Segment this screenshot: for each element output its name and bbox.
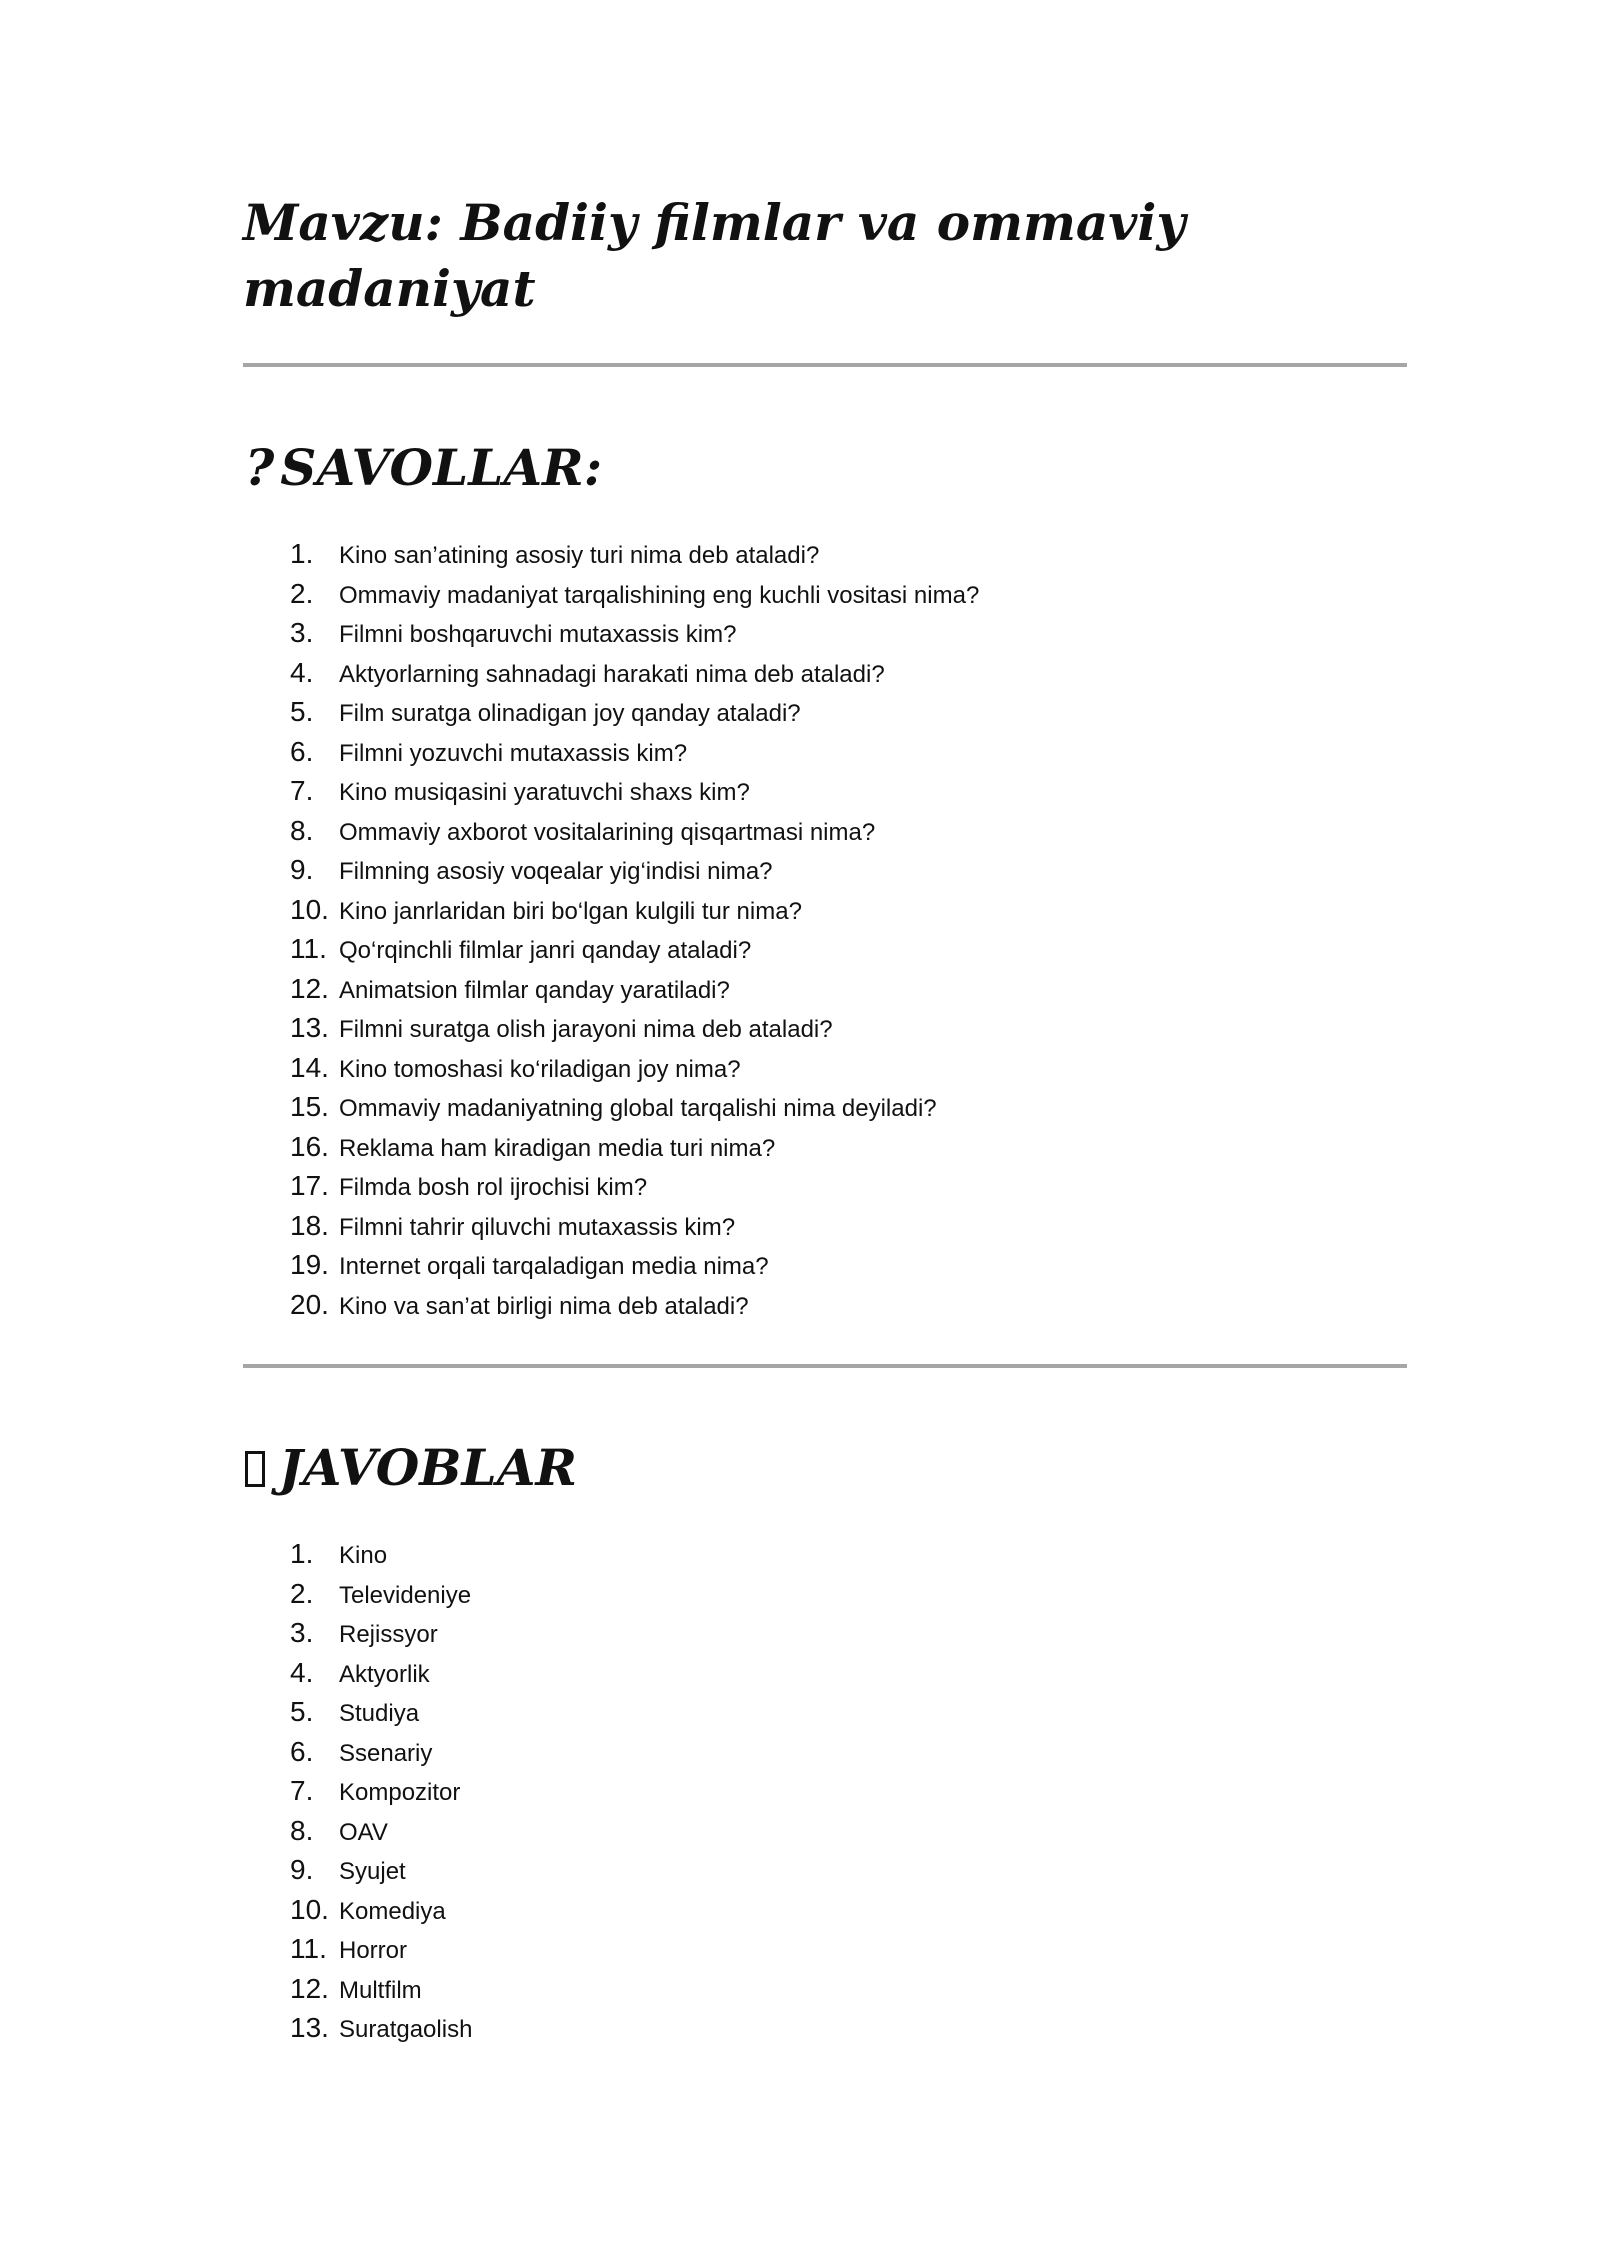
item-text: Animatsion filmlar qanday yaratiladi? bbox=[339, 976, 730, 1004]
item-number: 4. bbox=[290, 656, 314, 688]
item-text: Komediya bbox=[339, 1897, 446, 1925]
answers-list bbox=[290, 1538, 472, 2052]
item-text: Kino va san’at birligi nima deb ataladi? bbox=[339, 1292, 749, 1320]
document-title-line-2: madaniyat bbox=[243, 259, 536, 318]
answers-heading-label: JAVOBLAR bbox=[279, 1438, 578, 1497]
question-item bbox=[290, 696, 979, 736]
answer-item bbox=[290, 1854, 472, 1894]
question-item bbox=[290, 617, 979, 657]
item-text: Filmning asosiy voqealar yig‘indisi nima? bbox=[339, 858, 773, 885]
item-number: 7. bbox=[290, 1775, 314, 1806]
question-item bbox=[290, 578, 979, 618]
question-item bbox=[290, 973, 979, 1013]
questions-heading-label: SAVOLLAR: bbox=[280, 438, 603, 497]
answer-item bbox=[290, 1973, 472, 2013]
item-number: 16. bbox=[290, 1130, 329, 1162]
item-number: 6. bbox=[290, 735, 314, 767]
item-text: Ommaviy madaniyat tarqalishining eng kuchli vositasi nima? bbox=[339, 581, 980, 609]
item-number: 9. bbox=[290, 854, 314, 885]
item-text: Televideniye bbox=[339, 1581, 472, 1609]
item-text: Kino janrlaridan biri bo‘lgan kulgili tur nima? bbox=[339, 897, 802, 925]
item-text: OAV bbox=[339, 1818, 388, 1846]
item-number: 15. bbox=[290, 1091, 329, 1122]
question-item bbox=[290, 1012, 979, 1052]
item-number: 10. bbox=[290, 893, 329, 925]
item-number: 2. bbox=[290, 1577, 314, 1609]
question-item bbox=[290, 854, 979, 894]
item-text: Filmni boshqaruvchi mutaxassis kim? bbox=[339, 621, 737, 648]
item-text: Horror bbox=[339, 1937, 408, 1964]
item-number: 10. bbox=[290, 1893, 329, 1925]
item-number: 3. bbox=[290, 617, 314, 648]
item-text: Filmda bosh rol ijrochisi kim? bbox=[339, 1174, 648, 1201]
question-item bbox=[290, 775, 979, 815]
item-text: Filmni tahrir qiluvchi mutaxassis kim? bbox=[339, 1213, 736, 1241]
item-text: Filmni suratga olish jarayoni nima deb ataladi? bbox=[339, 1016, 833, 1043]
question-item bbox=[290, 736, 979, 776]
item-text: Kompozitor bbox=[339, 1779, 461, 1806]
answer-item bbox=[290, 1815, 472, 1855]
item-number: 1. bbox=[290, 1538, 314, 1569]
item-number: 14. bbox=[290, 1051, 329, 1083]
item-text: Internet orqali tarqaladigan media nima? bbox=[339, 1253, 769, 1280]
item-number: 19. bbox=[290, 1249, 329, 1280]
item-text: Multfilm bbox=[339, 1976, 422, 2004]
question-item bbox=[290, 1091, 979, 1131]
question-mark-icon: ? bbox=[245, 438, 275, 497]
item-number: 1. bbox=[290, 538, 314, 569]
questions-list bbox=[290, 538, 979, 1328]
item-number: 13. bbox=[290, 2012, 329, 2043]
question-item bbox=[290, 1052, 979, 1092]
item-text: Suratgaolish bbox=[339, 2016, 473, 2043]
item-number: 3. bbox=[290, 1617, 314, 1648]
answer-item bbox=[290, 1657, 472, 1697]
item-text: Syujet bbox=[339, 1858, 406, 1885]
answer-item bbox=[290, 1736, 472, 1776]
answer-item bbox=[290, 1933, 472, 1973]
item-number: 5. bbox=[290, 696, 314, 727]
missing-glyph-box-icon bbox=[245, 1451, 265, 1487]
question-item bbox=[290, 657, 979, 697]
item-number: 20. bbox=[290, 1288, 329, 1320]
question-item bbox=[290, 1170, 979, 1210]
item-text: Rejissyor bbox=[339, 1621, 438, 1648]
questions-heading bbox=[245, 438, 602, 498]
item-text: Studiya bbox=[339, 1700, 420, 1727]
question-item bbox=[290, 538, 979, 578]
item-text: Filmni yozuvchi mutaxassis kim? bbox=[339, 739, 688, 767]
question-item bbox=[290, 1289, 979, 1329]
item-number: 17. bbox=[290, 1170, 329, 1201]
horizontal-divider bbox=[243, 1364, 1407, 1368]
item-number: 18. bbox=[290, 1209, 329, 1241]
question-item bbox=[290, 1210, 979, 1250]
item-text: Film suratga olinadigan joy qanday ataladi? bbox=[339, 700, 801, 727]
document-title-line-1: Mavzu: Badiiy filmlar va ommaviy bbox=[243, 193, 1186, 252]
item-text: Ommaviy axborot vositalarining qisqartmasi nima? bbox=[339, 818, 876, 846]
item-number: 11. bbox=[290, 933, 327, 964]
answer-item bbox=[290, 1617, 472, 1657]
item-text: Ommaviy madaniyatning global tarqalishi nima deyiladi? bbox=[339, 1095, 937, 1122]
item-number: 9. bbox=[290, 1854, 314, 1885]
answer-item bbox=[290, 1894, 472, 1934]
question-item bbox=[290, 894, 979, 934]
question-item bbox=[290, 1249, 979, 1289]
item-text: Kino tomoshasi ko‘riladigan joy nima? bbox=[339, 1055, 741, 1083]
answer-item bbox=[290, 2012, 472, 2052]
answer-item bbox=[290, 1578, 472, 1618]
answer-item bbox=[290, 1696, 472, 1736]
item-number: 4. bbox=[290, 1656, 314, 1688]
document-title bbox=[243, 190, 1243, 322]
answer-item bbox=[290, 1775, 472, 1815]
answers-heading bbox=[245, 1438, 577, 1498]
item-number: 12. bbox=[290, 1972, 329, 2004]
item-number: 7. bbox=[290, 775, 314, 806]
item-number: 13. bbox=[290, 1012, 329, 1043]
answer-item bbox=[290, 1538, 472, 1578]
item-text: Qo‘rqinchli filmlar janri qanday ataladi? bbox=[339, 937, 752, 964]
question-item bbox=[290, 815, 979, 855]
item-text: Kino musiqasini yaratuvchi shaxs kim? bbox=[339, 779, 750, 806]
item-number: 8. bbox=[290, 1814, 314, 1846]
item-number: 11. bbox=[290, 1933, 327, 1964]
item-number: 12. bbox=[290, 972, 329, 1004]
item-text: Kino san’atining asosiy turi nima deb ataladi? bbox=[339, 542, 820, 569]
item-text: Aktyorlarning sahnadagi harakati nima deb ataladi? bbox=[339, 660, 885, 688]
item-number: 6. bbox=[290, 1735, 314, 1767]
item-text: Kino bbox=[339, 1542, 388, 1569]
question-item bbox=[290, 933, 979, 973]
item-text: Reklama ham kiradigan media turi nima? bbox=[339, 1134, 776, 1162]
question-item bbox=[290, 1131, 979, 1171]
item-number: 8. bbox=[290, 814, 314, 846]
item-text: Aktyorlik bbox=[339, 1660, 430, 1688]
item-number: 2. bbox=[290, 577, 314, 609]
item-number: 5. bbox=[290, 1696, 314, 1727]
item-text: Ssenariy bbox=[339, 1739, 433, 1767]
horizontal-divider bbox=[243, 363, 1407, 367]
